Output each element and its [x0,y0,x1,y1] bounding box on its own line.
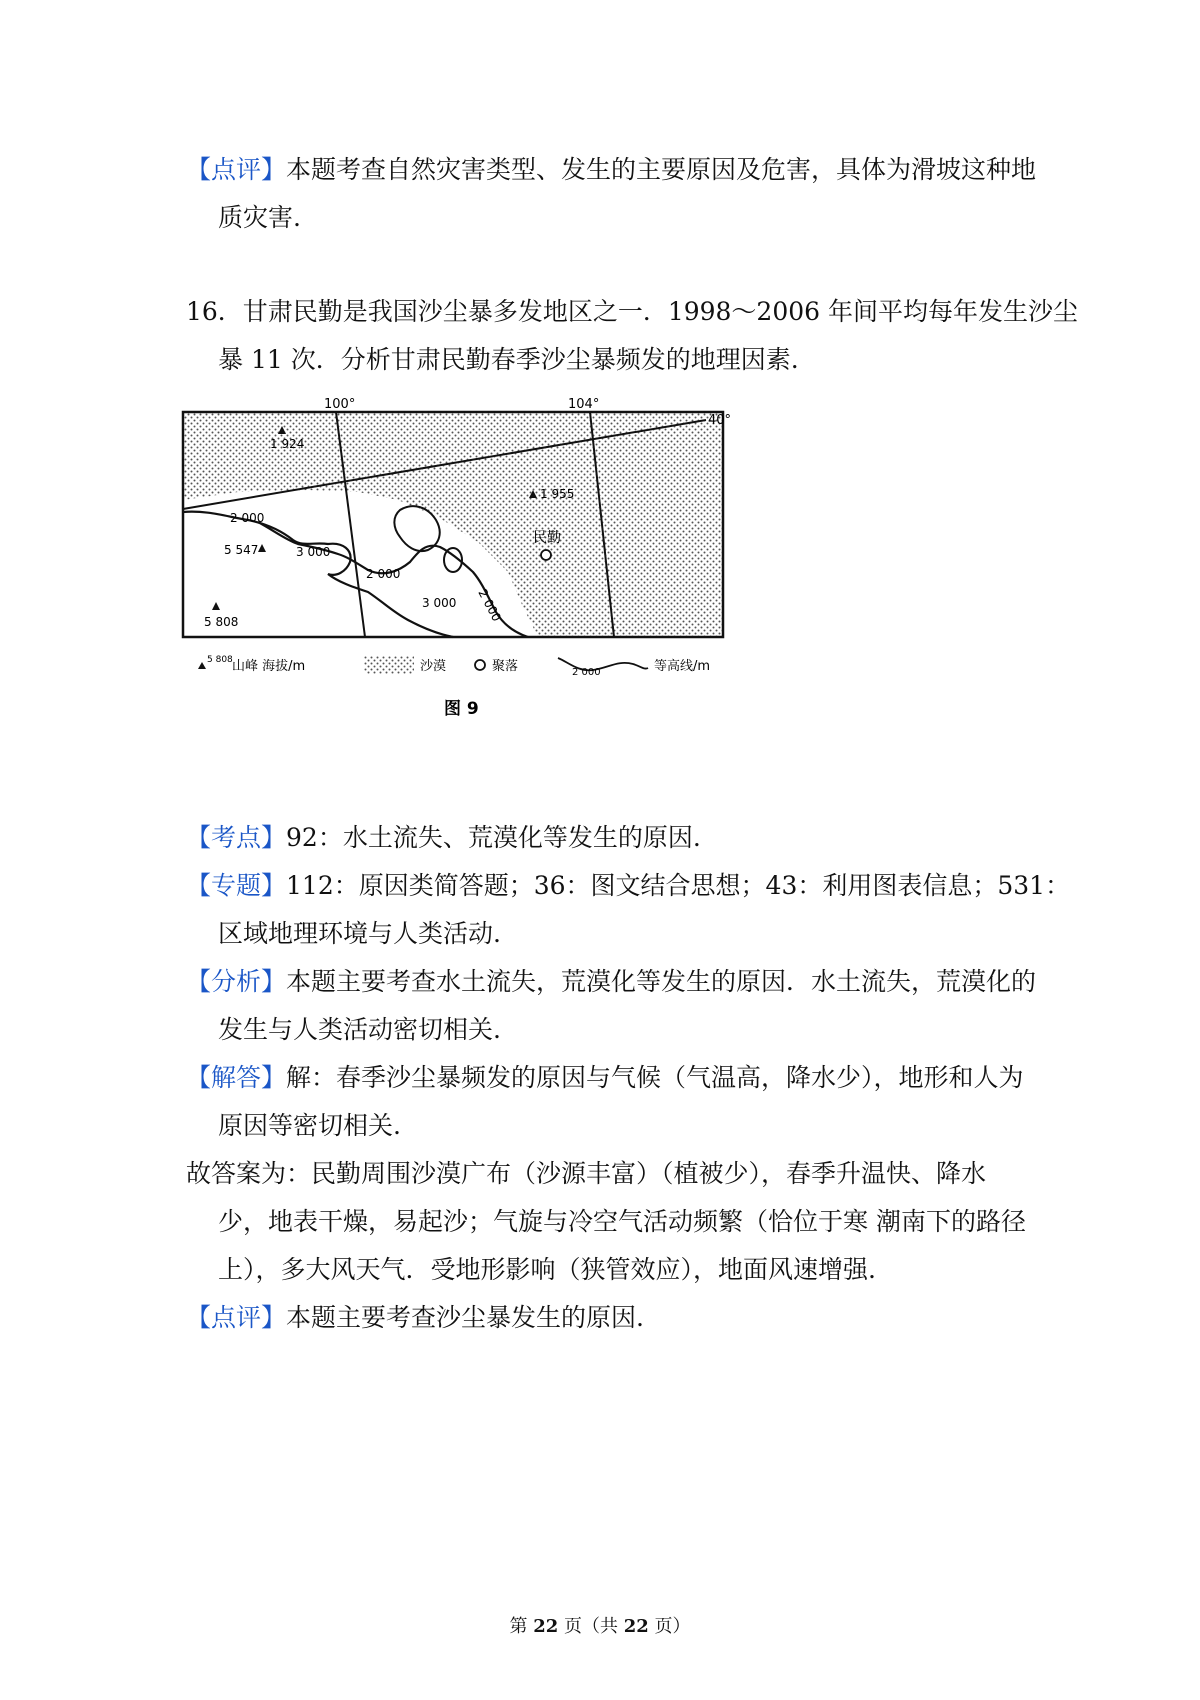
lon-label-104: 104° [568,397,600,412]
final-answer-line-2: 少，地表干燥，易起沙；气旋与冷空气活动频繁（恰位于寒 潮南下的路径 [218,1207,1026,1236]
legend-contour-sample: 2 000 [572,667,601,678]
contour-label: 3 000 [422,596,457,610]
zhuanti-tag: 【专题】 [186,871,287,900]
final-answer-line-1: 故答案为：民勤周围沙漠广布（沙源丰富）（植被少），春季升温快、降水 [186,1159,987,1188]
legend-desert-swatch [364,656,414,674]
footer-mid: 页（共 [558,1616,624,1637]
figure-9-map [178,392,798,752]
footer-suffix: 页） [648,1616,691,1637]
contour-label: 3 000 [296,545,331,559]
contour-label: 2 000 [366,567,401,581]
fenxi-text-cont: 发生与人类活动密切相关. [218,1015,501,1044]
lon-label-100: 100° [324,397,356,412]
peak-elevation: 1 924 [270,437,305,451]
page-footer [0,1612,1200,1638]
zhuanti-text-cont: 区域地理环境与人类活动. [218,919,501,948]
legend-desert-label: 沙漠 [420,659,447,674]
contour-label: 2 000 [475,586,504,624]
contour-label: 2 000 [230,511,265,525]
legend-settlement-label: 聚落 [492,659,519,674]
comment-text: 本题考查自然灾害类型、发生的主要原因及危害，具体为滑坡这种地 [286,155,1037,184]
jieda-tag: 【解答】 [186,1063,287,1092]
peak-icon [198,662,206,669]
settlement-icon [541,550,551,560]
footer-total-pages: 22 [623,1616,649,1637]
peak-elevation: 5 547 [224,543,259,557]
town-label: 民勤 [533,530,561,546]
dianping-line [186,1294,1026,1342]
comment-tag: 【点评】 [186,155,287,184]
dianping-tag: 【点评】 [186,1303,287,1332]
question-line-2: 暴 11 次．分析甘肃民勤春季沙尘暴频发的地理因素. [218,345,799,374]
kaodian-tag: 【考点】 [186,823,287,852]
peak-elevation: 5 808 [204,615,239,629]
footer-prefix: 第 [509,1616,534,1637]
dianping-text: 本题主要考查沙尘暴发生的原因. [286,1303,644,1332]
settlement-icon [475,660,485,670]
fenxi-line [186,958,1037,1006]
peak-elevation: 1 955 [540,487,575,501]
lat-label-40: 40° [708,413,732,428]
kaodian-line [186,814,1026,862]
zhuanti-line [186,862,1071,910]
fenxi-text: 本题主要考查水土流失，荒漠化等发生的原因．水土流失，荒漠化的 [286,967,1037,996]
jieda-text: 解：春季沙尘暴频发的原因与气候（气温高，降水少），地形和人为 [286,1063,1024,1092]
question-line-1: 16．甘肃民勤是我国沙尘暴多发地区之一．1998～2006 年间平均每年发生沙尘 [186,297,1079,326]
final-answer-line-3: 上），多大风天气．受地形影响（狭管效应），地面风速增强. [218,1255,876,1284]
peak-icon [258,544,266,552]
prev-comment [186,146,1037,242]
peak-icon [212,602,220,610]
figure-caption: 图 9 [444,699,479,719]
fenxi-tag: 【分析】 [186,967,287,996]
zhuanti-text: 112：原因类简答题；36：图文结合思想；43：利用图表信息；531： [286,871,1071,900]
kaodian-text: 92：水土流失、荒漠化等发生的原因. [286,823,701,852]
footer-page-number: 22 [533,1616,559,1637]
legend-peak-sample: 5 808 [207,655,233,665]
jieda-line [186,1054,1026,1102]
legend-contour-label: 等高线/m [654,659,711,674]
comment-text-cont: 质灾害. [218,203,301,232]
legend-peak-label: 山峰 海拔/m [232,659,306,674]
answer-section [186,814,1071,1342]
map-legend [198,655,710,678]
jieda-text-cont: 原因等密切相关. [218,1111,401,1140]
question-16 [186,288,1079,384]
